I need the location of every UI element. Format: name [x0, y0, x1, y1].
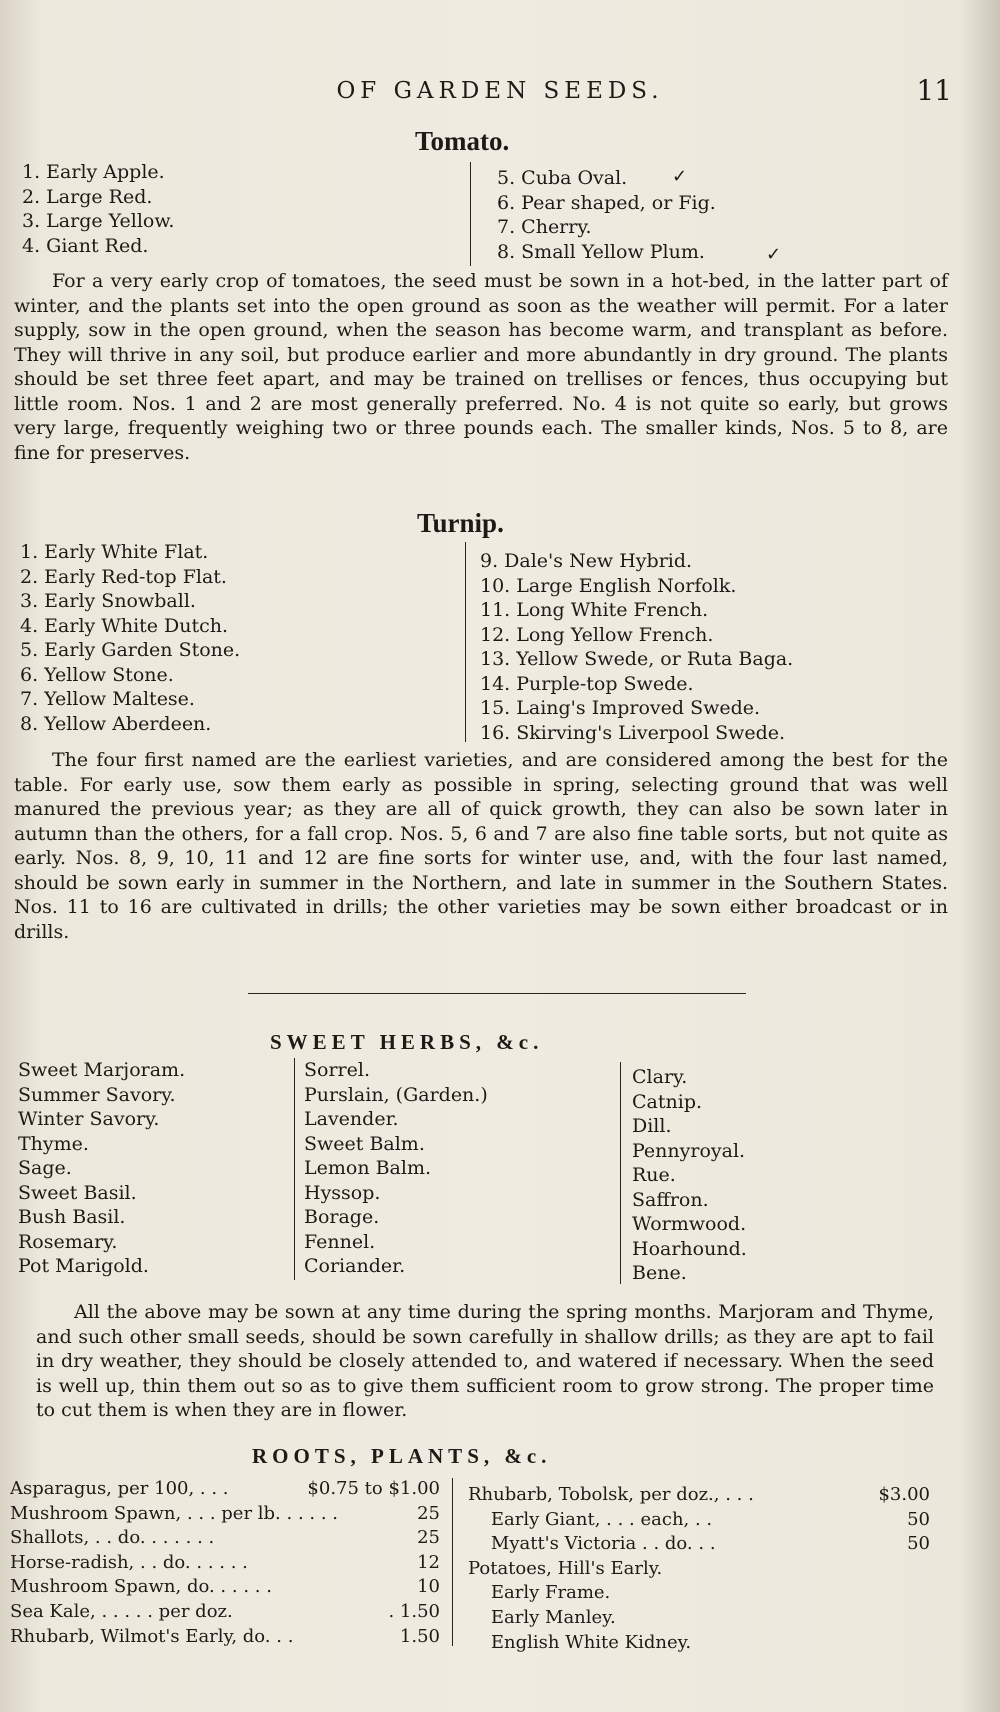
list-item: 2. Large Red. — [22, 185, 153, 208]
price-row — [10, 1526, 440, 1551]
item-price: 50 — [907, 1508, 930, 1530]
roots-plants-heading: ROOTS, PLANTS, &c. — [252, 1444, 552, 1468]
page-number: 11 — [916, 74, 952, 107]
herbs-col-3 — [632, 1065, 747, 1286]
list-item: Lemon Balm. — [304, 1157, 432, 1179]
item-name: Rhubarb, Wilmot's Early, do. . . — [10, 1625, 294, 1647]
list-item: Catnip. — [632, 1090, 703, 1113]
price-row — [468, 1606, 930, 1631]
item-name: Mushroom Spawn, do. . . . . . — [10, 1576, 272, 1598]
list-item: 6. Yellow Stone. — [20, 663, 174, 686]
item-name: Horse-radish, . . do. . . . . . — [10, 1551, 248, 1573]
herbs-paragraph: All the above may be sown at any time during the spring months. Marjoram and Thyme, and such other small seeds, should be sown carefully in shallow drills; as they are apt to fail in dry weather, they should be closely attended to, and watered if necessary. When the seed is well up, thin them out so as to give them sufficient room to grow strong. The proper time to cut them is when they are in flower. — [36, 1301, 934, 1421]
item-price: 25 — [417, 1502, 440, 1524]
list-item: 7. Yellow Maltese. — [20, 688, 195, 710]
list-item: Rosemary. — [18, 1230, 118, 1253]
item-price: 10 — [417, 1576, 440, 1598]
list-item: Sorrel. — [304, 1059, 370, 1081]
price-row — [468, 1581, 930, 1606]
tomato-heading: Tomato. — [415, 126, 510, 156]
item-name: Early Giant, . . . each, . . — [468, 1508, 713, 1530]
item-name: Asparagus, per 100, . . . — [10, 1478, 229, 1499]
list-item: Bene. — [632, 1262, 687, 1284]
list-item: 5. Cuba Oval. — [497, 167, 628, 189]
list-item: 16. Skirving's Liverpool Swede. — [480, 721, 786, 744]
item-name: English White Kidney. — [468, 1631, 692, 1653]
list-item: Hyssop. — [304, 1181, 381, 1204]
turnip-right-list — [480, 549, 793, 745]
list-item: 12. Long Yellow French. — [480, 623, 714, 646]
turnip-heading: Turnip. — [417, 508, 504, 538]
list-item: 4. Early White Dutch. — [20, 614, 229, 637]
list-item: 6. Pear shaped, or Fig. — [497, 191, 716, 214]
list-item: Coriander. — [304, 1255, 406, 1277]
item-name: Sea Kale, . . . . . per doz. — [10, 1600, 233, 1622]
list-item: 1. Early White Flat. — [20, 541, 209, 563]
turnip-left-list — [20, 540, 240, 736]
item-name: Early Manley. — [468, 1606, 616, 1628]
column-divider — [470, 162, 471, 266]
list-item: Pot Marigold. — [18, 1255, 149, 1277]
check-mark-icon: ✓ — [672, 166, 688, 187]
item-name: Rhubarb, Tobolsk, per doz., . . . — [468, 1484, 754, 1505]
list-item: Sage. — [18, 1157, 72, 1179]
list-item: 3. Large Yellow. — [22, 210, 175, 232]
item-price: 50 — [907, 1533, 930, 1555]
list-item: 15. Laing's Improved Swede. — [480, 697, 761, 719]
list-item: 5. Early Garden Stone. — [20, 639, 241, 661]
price-row — [468, 1483, 930, 1508]
item-price: $0.75 to $1.00 — [307, 1478, 440, 1499]
item-name: Potatoes, Hill's Early. — [468, 1557, 663, 1579]
price-row — [468, 1532, 930, 1557]
list-item: 3. Early Snowball. — [20, 590, 196, 612]
price-row — [10, 1575, 440, 1600]
list-item: 8. Yellow Aberdeen. — [20, 712, 212, 735]
tomato-left-list — [22, 160, 174, 258]
roots-right-price-list — [468, 1483, 930, 1655]
list-item: Wormwood. — [632, 1213, 747, 1235]
price-row — [10, 1551, 440, 1576]
check-mark-icon: ✓ — [766, 244, 782, 265]
list-item: Borage. — [304, 1206, 380, 1228]
turnip-paragraph: The four first named are the earliest varieties, and are considered among the best for the table. For early use, sow them early as possible in spring, selecting ground that was well manured the previous year; as they are all of quick growth, they can also be sown later in autumn than the others, for a fall crop. Nos. 5, 6 and 7 are also fine table sorts, but not quite as early. Nos. 8, 9, 10, 11 and 12 are fine sorts for winter use, and, with the four last named, should be sown early in summer in the Northern, and late in summer in the Southern States. Nos. 11 to 16 are cultivated in drills; the other varieties may be sown either broadcast or in drills. — [14, 749, 948, 943]
list-item: 2. Early Red-top Flat. — [20, 565, 227, 588]
column-divider — [465, 542, 466, 742]
item-name: Shallots, . . do. . . . . . . — [10, 1527, 215, 1549]
section-divider — [248, 993, 746, 994]
list-item: Sweet Balm. — [304, 1132, 425, 1155]
list-item: 7. Cherry. — [497, 216, 592, 238]
item-name: Early Frame. — [468, 1582, 611, 1604]
list-item: Summer Savory. — [18, 1083, 176, 1106]
list-item: 14. Purple-top Swede. — [480, 672, 694, 695]
tomato-paragraph: For a very early crop of tomatoes, the seed must be sown in a hot-bed, in the latter part of winter, and the plants set into the open ground as soon as the weather will permit. For a later supply, sow in the open ground, when the season has become warm, and transplant as before. They will thrive in any soil, but produce earlier and more abundantly in dry ground. The plants should be set three feet apart, and may be trained on trellises or fences, thus occupying but little room. Nos. 1 and 2 are most generally preferred. No. 4 is not quite so early, but grows very large, frequently weighing two or three pounds each. The smaller kinds, Nos. 5 to 8, are fine for preserves. — [14, 270, 948, 464]
list-item: Bush Basil. — [18, 1206, 126, 1228]
item-price: $3.00 — [878, 1484, 930, 1505]
list-item: 4. Giant Red. — [22, 234, 149, 257]
list-item: 8. Small Yellow Plum. — [497, 240, 705, 263]
list-item: Hoarhound. — [632, 1237, 747, 1260]
herbs-col-1 — [18, 1058, 185, 1279]
list-item: 11. Long White French. — [480, 599, 709, 621]
price-row — [468, 1631, 930, 1656]
list-item: 13. Yellow Swede, or Ruta Baga. — [480, 648, 794, 670]
item-price: 25 — [417, 1527, 440, 1549]
herbs-col-2 — [304, 1058, 488, 1279]
list-item: Dill. — [632, 1115, 672, 1137]
list-item: Rue. — [632, 1164, 676, 1186]
list-item: Purslain, (Garden.) — [304, 1083, 488, 1106]
list-item: Saffron. — [632, 1188, 709, 1211]
item-price: 12 — [417, 1551, 440, 1573]
list-item: Lavender. — [304, 1108, 399, 1130]
list-item: 1. Early Apple. — [22, 161, 165, 183]
item-name: Mushroom Spawn, . . . per lb. . . . . . — [10, 1502, 338, 1524]
list-item: Pennyroyal. — [632, 1139, 746, 1162]
item-name: Myatt's Victoria . . do. . . — [468, 1533, 716, 1555]
column-divider — [620, 1062, 621, 1284]
price-row — [10, 1625, 440, 1650]
item-price: 1.50 — [399, 1625, 440, 1647]
list-item: Sweet Basil. — [18, 1181, 137, 1204]
column-divider — [452, 1478, 453, 1646]
list-item: Clary. — [632, 1066, 688, 1088]
list-item: Thyme. — [18, 1132, 89, 1155]
roots-left-price-list — [10, 1477, 440, 1649]
price-row — [10, 1502, 440, 1527]
list-item: 9. Dale's New Hybrid. — [480, 550, 693, 572]
price-row — [468, 1508, 930, 1533]
list-item: Sweet Marjoram. — [18, 1059, 186, 1081]
list-item: Winter Savory. — [18, 1108, 160, 1130]
sweet-herbs-heading: SWEET HERBS, &c. — [270, 1030, 544, 1054]
price-row — [10, 1477, 440, 1502]
running-header: OF GARDEN SEEDS. — [336, 78, 664, 104]
list-item: Fennel. — [304, 1230, 376, 1253]
column-divider — [294, 1058, 295, 1280]
list-item: 10. Large English Norfolk. — [480, 574, 737, 597]
price-row — [10, 1600, 440, 1625]
price-row — [468, 1557, 930, 1582]
item-price: . 1.50 — [388, 1600, 440, 1622]
